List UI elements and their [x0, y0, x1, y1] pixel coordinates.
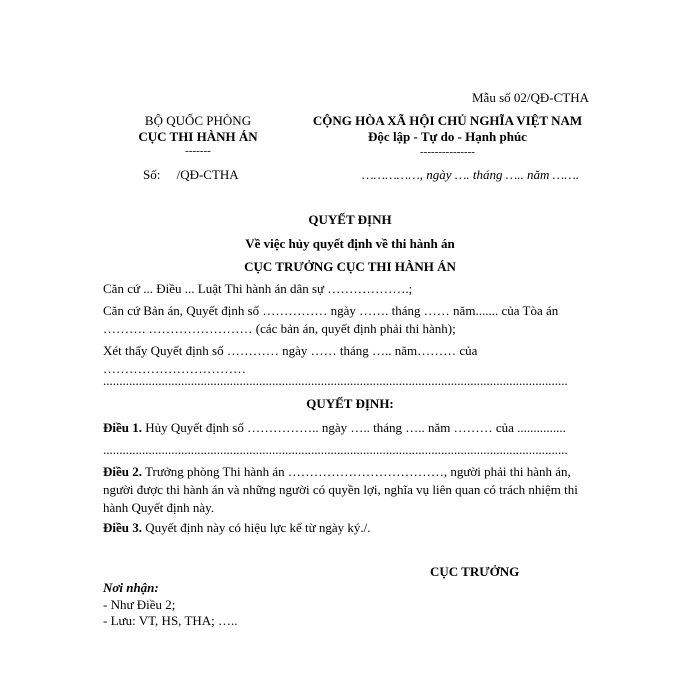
agency-name: CỤC THI HÀNH ÁN	[138, 129, 258, 144]
left-divider: -------	[185, 145, 211, 157]
article-2-text: Trưởng phòng Thi hành án ………………………………, người phải thi hành án, người được thi hành án và những người có quyền lợi, nghĩa vụ liên quan có trách nhiệm thi hành Quyết định này.	[103, 464, 578, 515]
article-2-label: Điều 2.	[103, 464, 142, 479]
article-1	[103, 419, 600, 437]
document-title: QUYẾT ĐỊNH	[308, 212, 392, 227]
dotted-line: ...............................................................................................................................................	[103, 373, 568, 388]
article-1-label: Điều 1.	[103, 420, 142, 435]
signer-title: CỤC TRƯỞNG	[430, 564, 520, 579]
article-3	[103, 519, 600, 537]
ministry-name: BỘ QUỐC PHÒNG	[144, 113, 252, 128]
article-3-label: Điều 3.	[103, 520, 142, 535]
country-name: CỘNG HÒA XÃ HỘI CHỦ NGHĨA VIỆT NAM	[312, 113, 583, 128]
dotted-line-2: ...............................................................................................................................................	[103, 442, 568, 457]
document-subtitle: Về việc hủy quyết định về thi hành án	[245, 236, 455, 251]
basis-judgment: Căn cứ Bản án, Quyết định số …………… ngày ……. tháng …… năm....... của Tòa án ………. …………………… (các bản án, quyết định phải thi hành);	[103, 303, 559, 336]
recipient-item: - Lưu: VT, HS, THA; …..	[103, 613, 238, 628]
document-number: Số: /QĐ-CTHA	[143, 167, 239, 182]
article-2	[103, 463, 600, 517]
recipient-item: - Như Điều 2;	[103, 597, 176, 612]
form-number: Mẫu số 02/QĐ-CTHA	[472, 90, 589, 105]
motto: Độc lập - Tự do - Hạnh phúc	[368, 129, 527, 144]
basis-consideration: Xét thấy Quyết định số ………… ngày …… tháng ….. năm……… của ……………………………	[103, 343, 478, 376]
recipients-heading: Nơi nhận:	[103, 580, 159, 595]
basis-law: Căn cứ ... Điều ... Luật Thi hành án dân sự ……………….;	[103, 281, 413, 296]
decision-heading: QUYẾT ĐỊNH:	[306, 396, 394, 411]
right-divider: ---------------	[420, 146, 475, 158]
place-date: ……………, ngày …. tháng ….. năm …….	[362, 167, 580, 182]
issuing-authority: CỤC TRƯỞNG CỤC THI HÀNH ÁN	[244, 259, 456, 274]
article-3-text: Quyết định này có hiệu lực kể từ ngày ký./.	[142, 520, 371, 535]
article-1-text: Hủy Quyết định số …………….. ngày ….. tháng ….. năm ……… của ...............	[142, 420, 566, 435]
